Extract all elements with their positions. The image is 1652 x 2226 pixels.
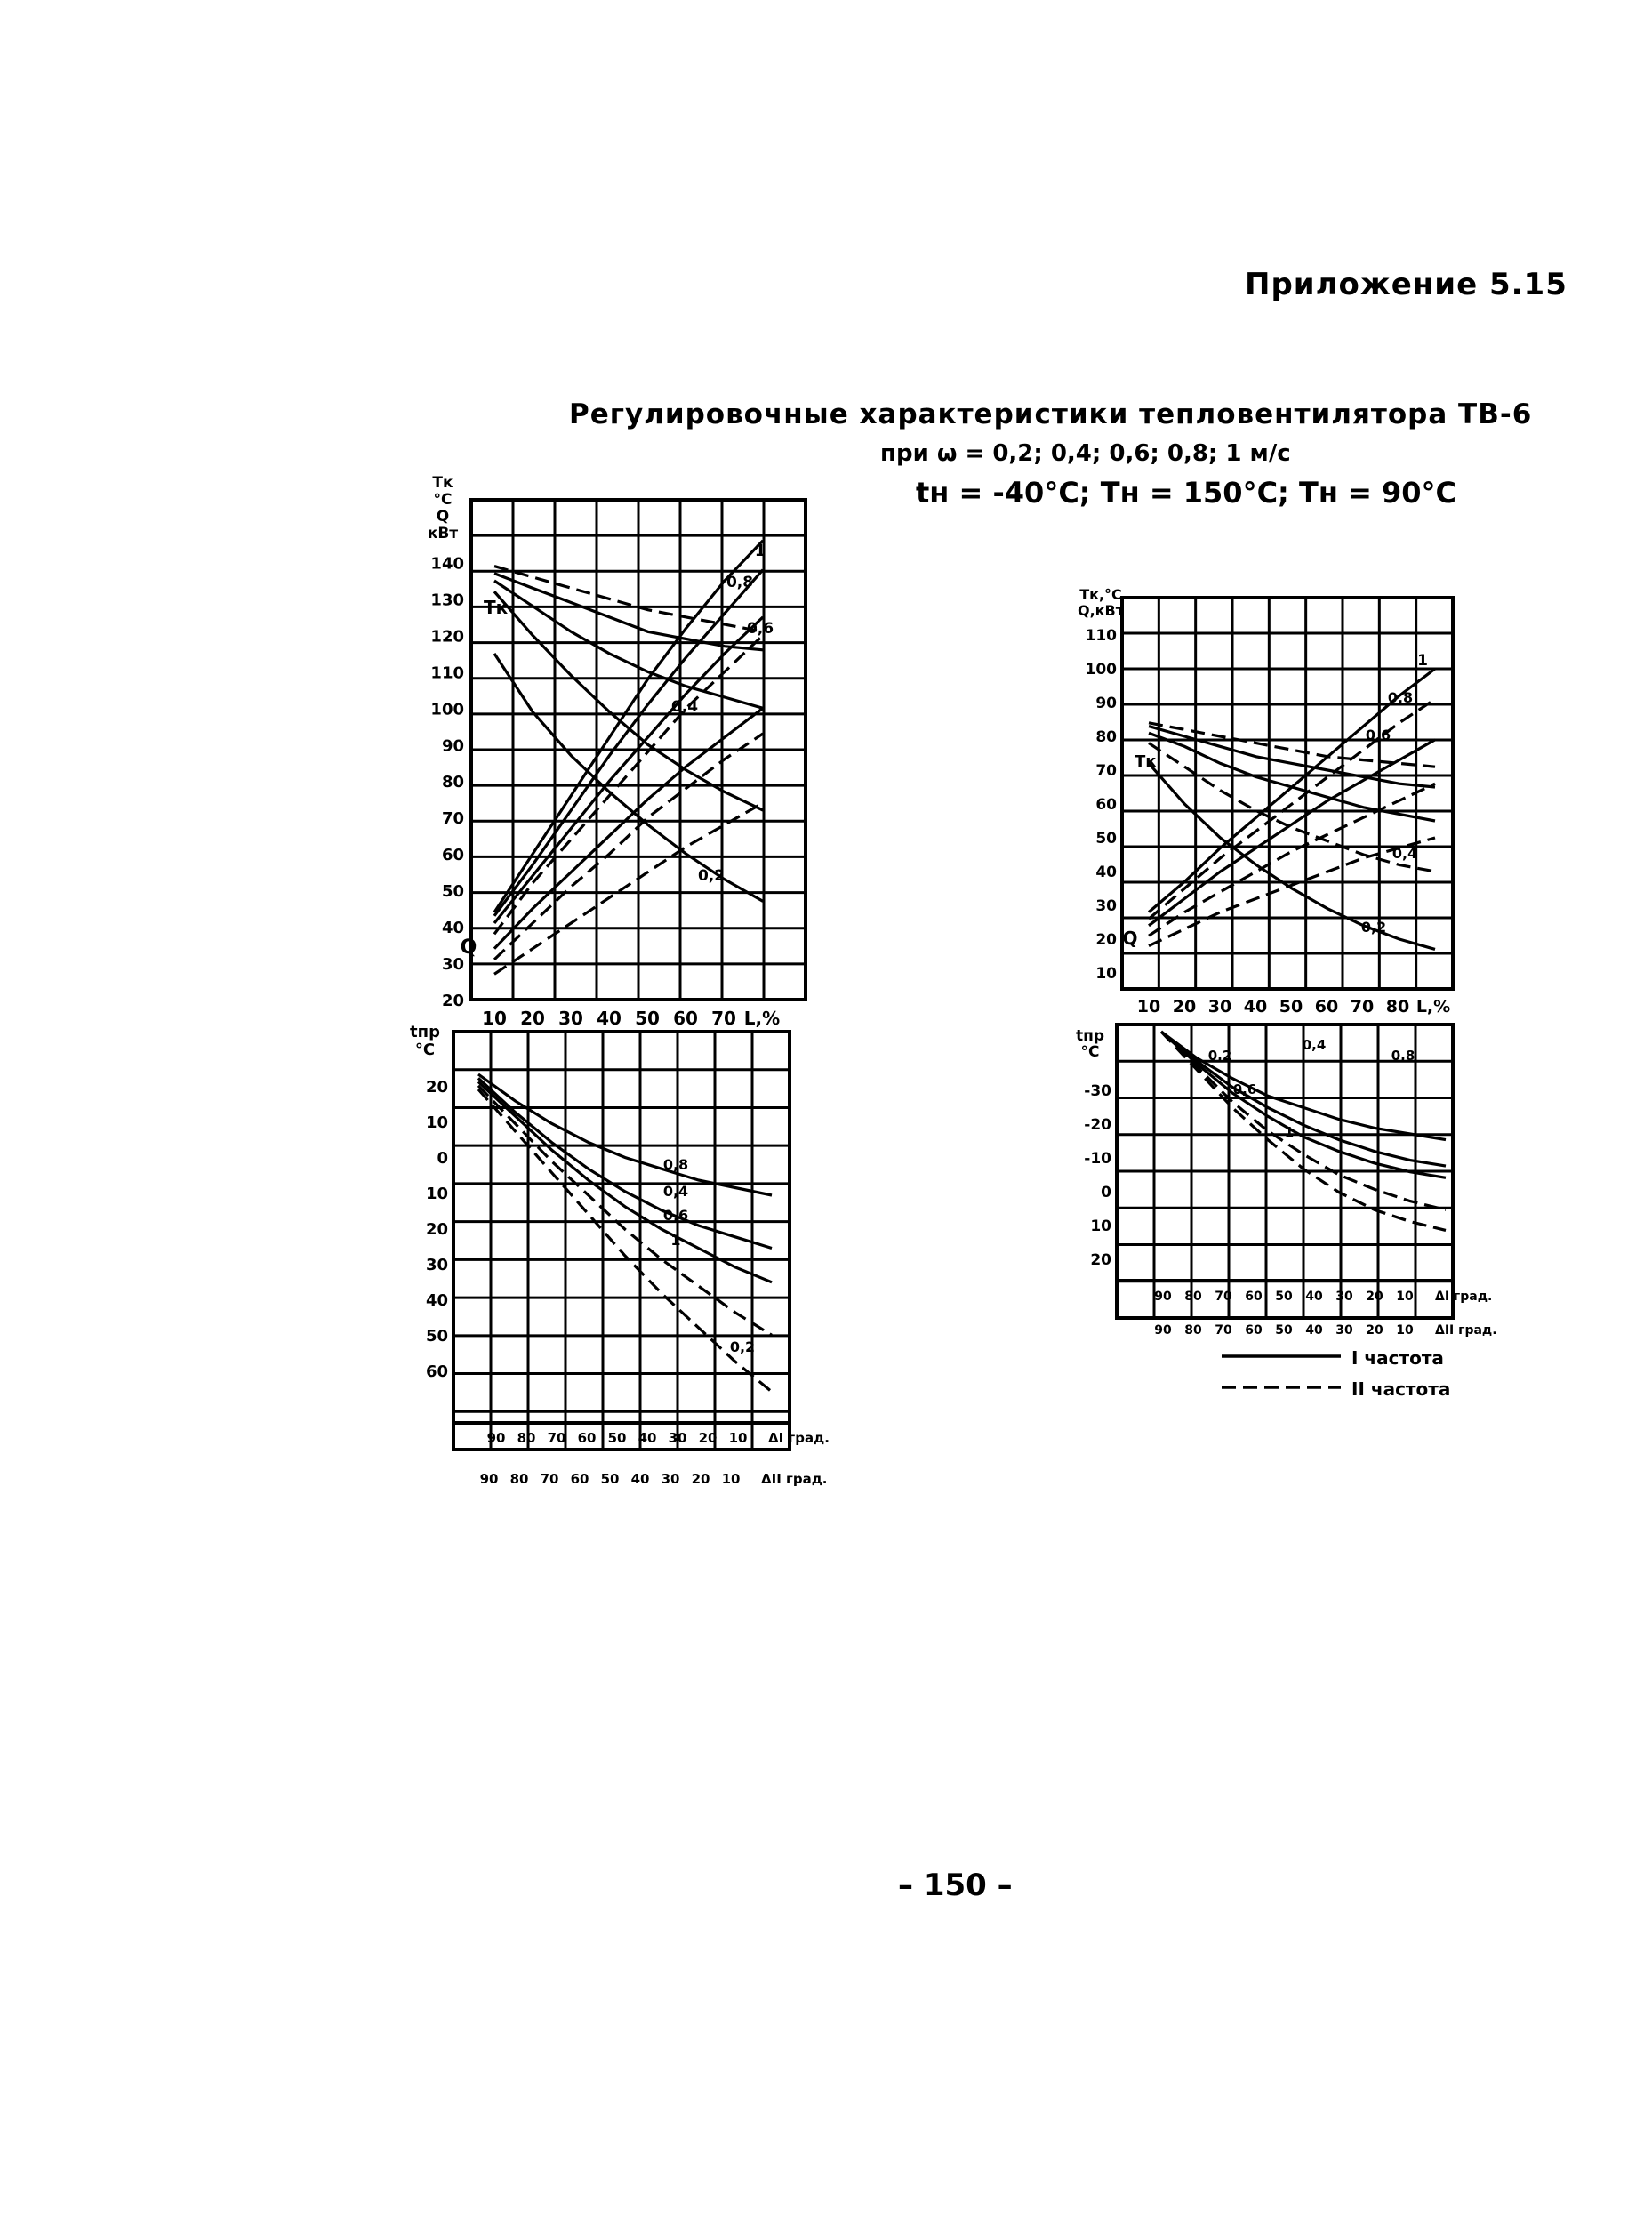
series-end-label: 0,6	[1232, 1081, 1257, 1097]
x-tick-label: 30	[1207, 997, 1232, 1017]
y-tick-label: 10	[1090, 1217, 1111, 1235]
x-axis-I-label: ΔI град.	[1435, 1290, 1493, 1304]
legend-dashed-label: II частота	[1351, 1378, 1451, 1400]
y-tick-label: -30	[1084, 1082, 1111, 1100]
series-line	[478, 1074, 772, 1195]
x-axis-I-label: 20	[1366, 1290, 1383, 1304]
x-axis-I-label: 70	[547, 1430, 566, 1446]
chart-b-ylabel: tпр	[410, 1023, 440, 1041]
series-end-label: 0,8	[1391, 1048, 1415, 1064]
chart-a-ylabel: кВт	[427, 525, 459, 542]
series-end-label: 0,8	[1387, 689, 1414, 706]
x-tick-label: 20	[520, 1008, 545, 1029]
series-end-label: 0,2	[1207, 1048, 1232, 1064]
y-tick-label: 20	[1095, 931, 1117, 949]
chart-c-ylabel: Q,кВт	[1077, 602, 1125, 619]
series-end-label: 0,2	[1360, 919, 1387, 936]
series-end-label: 0,4	[1391, 845, 1418, 862]
x-axis-I-label: 20	[698, 1430, 718, 1446]
x-axis-I-label: 10	[728, 1430, 748, 1446]
y-tick-label: 90	[441, 736, 464, 756]
x-tick-label: 10	[1136, 997, 1161, 1017]
series-end-label: 0,8	[726, 574, 754, 591]
x-axis-I-label: 70	[1215, 1290, 1232, 1304]
x-axis-II-label: 80	[1184, 1323, 1202, 1338]
y-tick-label: 30	[441, 955, 464, 975]
y-tick-label: 20	[1090, 1251, 1111, 1269]
series-end-label: 0,6	[1365, 727, 1391, 743]
chart-a-ylabel: °С	[433, 491, 453, 509]
annotation-label: Тк	[484, 597, 509, 618]
x-axis-II-label: 30	[1335, 1323, 1353, 1338]
y-tick-label: 140	[430, 554, 464, 574]
x-tick-label: 20	[1172, 997, 1197, 1017]
x-axis-I-label: ΔI град.	[768, 1430, 830, 1446]
series-end-label: 1	[1417, 652, 1428, 670]
y-tick-label: 70	[1095, 762, 1117, 780]
x-tick-label: L,%	[1415, 997, 1451, 1017]
y-tick-label: 50	[1095, 830, 1117, 848]
x-tick-label: 70	[1350, 997, 1375, 1017]
y-tick-label: 30	[1095, 897, 1117, 915]
chart-c-grid	[1122, 598, 1453, 989]
y-tick-label: 40	[1095, 864, 1117, 881]
chart-c-grid-frame	[1122, 598, 1453, 989]
x-axis-II-label: 70	[1215, 1323, 1232, 1338]
x-axis-II-label: 20	[1366, 1323, 1383, 1338]
series-end-label: 1	[754, 542, 766, 560]
series-end-label: 0,4	[670, 698, 699, 716]
page-number: – 150 –	[898, 1868, 1013, 1903]
x-axis-II-label: 40	[630, 1471, 650, 1487]
annotation-label: Q	[1122, 928, 1138, 949]
x-axis-II-label: 60	[570, 1471, 589, 1487]
series-end-label: 0,6	[662, 1207, 689, 1224]
series-line	[1149, 733, 1435, 821]
series-end-label: 1	[1284, 1124, 1295, 1140]
y-tick-label: 10	[425, 1113, 448, 1132]
y-tick-label: 100	[1085, 661, 1117, 679]
y-tick-label: 20	[425, 1220, 448, 1239]
series-end-label: 0,2	[729, 1338, 756, 1355]
x-tick-label: 50	[1279, 997, 1303, 1017]
y-tick-label: 60	[441, 846, 464, 865]
x-tick-label: 40	[1243, 997, 1268, 1017]
annotation-label: Q	[460, 936, 477, 959]
x-axis-II-label: 10	[1396, 1323, 1414, 1338]
x-axis-II-label: 20	[691, 1471, 710, 1487]
series-line	[478, 1089, 772, 1392]
series-end-label: 0,4	[1302, 1037, 1327, 1053]
x-axis-II-label: 50	[600, 1471, 620, 1487]
x-tick-label: 40	[597, 1008, 622, 1029]
x-axis-I-label: 30	[1335, 1290, 1353, 1304]
y-tick-label: 20	[441, 992, 464, 1010]
chart-c-ylabel: Тк,°С	[1079, 586, 1122, 603]
series-end-label: 0,8	[662, 1156, 689, 1173]
figure-title: Регулировочные характеристики тепловентилятора ТВ-6	[569, 398, 1533, 430]
y-tick-label: 50	[441, 882, 464, 902]
y-tick-label: 120	[430, 627, 464, 647]
x-tick-label: 80	[1385, 997, 1410, 1017]
y-tick-label: 110	[430, 663, 464, 683]
x-axis-I-label: 40	[638, 1430, 657, 1446]
x-axis-I-label: 90	[486, 1430, 506, 1446]
x-axis-II-label: 70	[540, 1471, 559, 1487]
x-axis-I-label: 40	[1305, 1290, 1323, 1304]
chart-a-ylabel: Q	[436, 508, 450, 526]
annotation-label: Тк	[1135, 752, 1157, 771]
x-axis-II-label: 80	[509, 1471, 529, 1487]
x-tick-label: 70	[711, 1008, 736, 1029]
x-axis-II-label: 50	[1275, 1323, 1293, 1338]
chart-d-ylabel: tпр	[1075, 1027, 1105, 1045]
series-end-label: 0,2	[697, 867, 726, 885]
x-tick-label: L,%	[743, 1008, 781, 1029]
figure-subtitle-temperatures: tн = -40°C; Тн = 150°C; Тн = 90°C	[916, 476, 1457, 510]
x-axis-I-label: 80	[1184, 1290, 1202, 1304]
y-tick-label: -20	[1084, 1116, 1111, 1134]
figure-subtitle-velocity: при ω = 0,2; 0,4; 0,6; 0,8; 1 м/с	[880, 440, 1291, 467]
y-tick-label: 40	[441, 919, 464, 938]
x-tick-label: 30	[558, 1008, 583, 1029]
x-axis-I-label: 10	[1396, 1290, 1414, 1304]
series-line	[1149, 727, 1435, 787]
x-axis-II-label: 90	[1154, 1323, 1172, 1338]
y-tick-label: 100	[430, 700, 464, 719]
x-tick-label: 50	[635, 1008, 660, 1029]
y-tick-label: 40	[425, 1291, 448, 1310]
x-tick-label: 60	[673, 1008, 698, 1029]
y-tick-label: -10	[1084, 1150, 1111, 1168]
series-end-label: 0,6	[746, 620, 774, 638]
y-tick-label: 110	[1085, 627, 1117, 645]
chart-d-ylabel: °С	[1080, 1043, 1100, 1061]
x-tick-label: 60	[1314, 997, 1339, 1017]
y-tick-label: 20	[425, 1078, 448, 1097]
y-tick-label: 10	[425, 1185, 448, 1203]
chart-a-ylabel: Тк	[432, 474, 453, 492]
y-tick-label: 60	[425, 1362, 448, 1381]
x-tick-label: 10	[482, 1008, 507, 1029]
x-axis-I-label: 60	[1245, 1290, 1263, 1304]
appendix-label: Приложение 5.15	[1245, 267, 1568, 302]
x-axis-II-label: 40	[1305, 1323, 1323, 1338]
y-tick-label: 80	[1095, 728, 1117, 746]
x-axis-I-label: 30	[668, 1430, 687, 1446]
series-end-label: 1	[670, 1232, 681, 1249]
y-tick-label: 0	[1101, 1184, 1111, 1201]
x-axis-I-label: 60	[577, 1430, 597, 1446]
series-end-label: 0,4	[662, 1183, 689, 1200]
y-tick-label: 130	[430, 591, 464, 610]
series-line	[478, 1082, 772, 1282]
y-tick-label: 60	[1095, 796, 1117, 814]
x-axis-II-label: ΔII град.	[1435, 1323, 1497, 1338]
y-tick-label: 70	[441, 809, 464, 829]
x-axis-I-label: 50	[607, 1430, 627, 1446]
y-tick-label: 90	[1095, 695, 1117, 712]
y-tick-label: 30	[425, 1256, 448, 1274]
x-axis-I-label: 80	[517, 1430, 536, 1446]
x-axis-II-label: 30	[661, 1471, 680, 1487]
x-axis-II-label: 90	[479, 1471, 499, 1487]
y-tick-label: 10	[1095, 965, 1117, 983]
y-tick-label: 50	[425, 1327, 448, 1346]
x-axis-II-label: 60	[1245, 1323, 1263, 1338]
legend-solid-label: I частота	[1351, 1347, 1444, 1369]
x-axis-I-label: 90	[1154, 1290, 1172, 1304]
x-axis-II-label: 10	[721, 1471, 741, 1487]
x-axis-II-label: ΔII град.	[761, 1471, 828, 1487]
chart-b-ylabel: °С	[414, 1041, 436, 1059]
y-tick-label: 80	[441, 773, 464, 792]
x-axis-I-label: 50	[1275, 1290, 1293, 1304]
y-tick-label: 0	[437, 1149, 448, 1168]
series-line	[1149, 740, 1435, 926]
